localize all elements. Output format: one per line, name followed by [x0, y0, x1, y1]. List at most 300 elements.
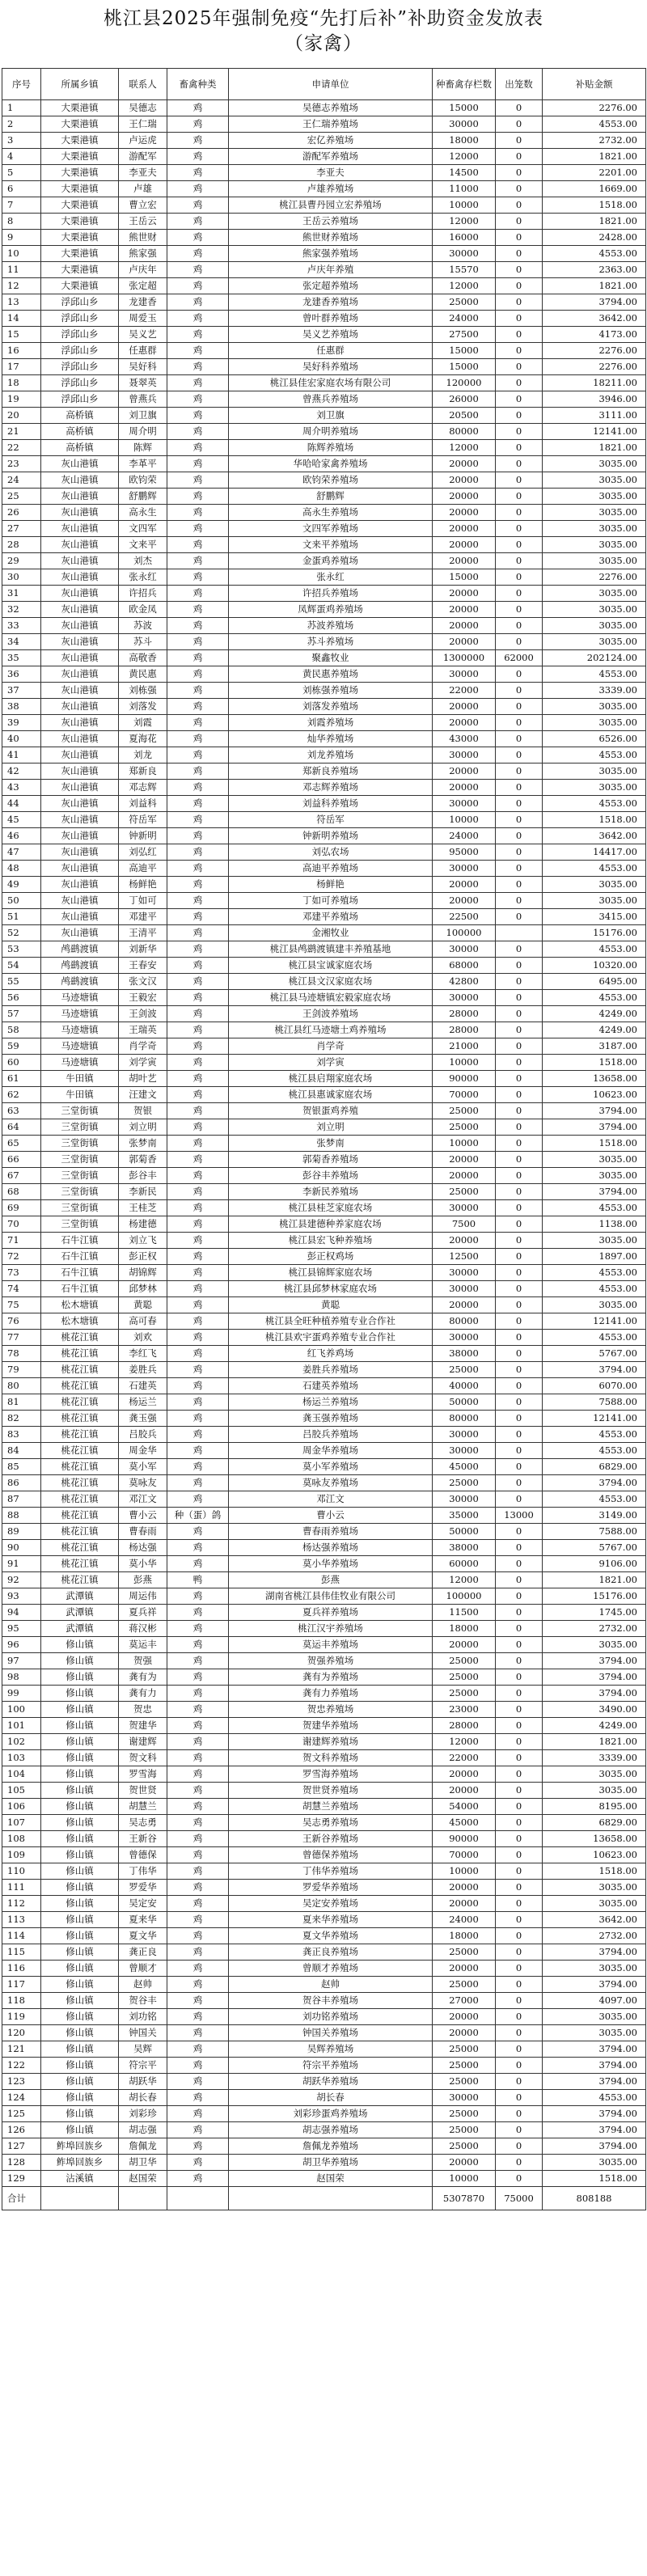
cell-contact: 李红飞: [119, 1346, 167, 1362]
cell-town: 修山镇: [41, 1912, 119, 1928]
cell-stock: 20000: [433, 877, 496, 893]
cell-stock: 30000: [433, 116, 496, 133]
cell-town: 灰山港镇: [41, 586, 119, 602]
cell-applicant: 莫小华养殖场: [229, 1556, 433, 1572]
table-row: [2, 1896, 646, 1912]
cell-no: 60: [2, 1055, 41, 1071]
cell-contact: 高可春: [119, 1313, 167, 1330]
cell-contact: 曾德保: [119, 1847, 167, 1863]
cell-species: 鸡: [167, 1847, 229, 1863]
header-stock: 种畜禽存栏数: [433, 69, 496, 100]
cell-no: 20: [2, 408, 41, 424]
cell-stock: 38000: [433, 1540, 496, 1556]
cell-out: 0: [496, 990, 543, 1006]
cell-no: 56: [2, 990, 41, 1006]
cell-stock: 20000: [433, 1880, 496, 1896]
cell-town: 牛田镇: [41, 1087, 119, 1103]
cell-no: 61: [2, 1071, 41, 1087]
table-header-row: [2, 69, 646, 100]
cell-stock: 30000: [433, 990, 496, 1006]
cell-amount: 3794.00: [543, 1103, 646, 1119]
cell-stock: 30000: [433, 1491, 496, 1508]
cell-amount: 3149.00: [543, 1508, 646, 1524]
cell-applicant: 钟国关养殖场: [229, 2025, 433, 2041]
cell-town: 三堂街镇: [41, 1119, 119, 1136]
cell-amount: 1821.00: [543, 214, 646, 230]
cell-amount: 4553.00: [543, 747, 646, 763]
cell-species: 鸡: [167, 1961, 229, 1977]
cell-town: 修山镇: [41, 1944, 119, 1961]
cell-species: 鸡: [167, 1346, 229, 1362]
cell-species: 鸡: [167, 262, 229, 278]
cell-species: 鸡: [167, 1184, 229, 1200]
cell-town: 桃花江镇: [41, 1508, 119, 1524]
table-row: [2, 1863, 646, 1880]
cell-no: 73: [2, 1265, 41, 1281]
cell-species: 鸡: [167, 941, 229, 958]
cell-out: 0: [496, 230, 543, 246]
cell-contact: 吴定安: [119, 1896, 167, 1912]
cell-stock: 80000: [433, 424, 496, 440]
cell-amount: 14417.00: [543, 844, 646, 861]
cell-out: 0: [496, 505, 543, 521]
cell-species: 鸡: [167, 1168, 229, 1184]
cell-out: 0: [496, 1281, 543, 1297]
cell-contact: 高敬香: [119, 650, 167, 666]
cell-stock: 10000: [433, 1055, 496, 1071]
table-row: [2, 1006, 646, 1022]
cell-no: 93: [2, 1588, 41, 1605]
cell-stock: 30000: [433, 246, 496, 262]
cell-out: 0: [496, 1022, 543, 1038]
cell-town: 灰山港镇: [41, 715, 119, 731]
cell-applicant: 贺文科养殖场: [229, 1750, 433, 1766]
cell-amount: 3794.00: [543, 2058, 646, 2074]
cell-stock: 20000: [433, 1297, 496, 1313]
cell-applicant: 符宗平养殖场: [229, 2058, 433, 2074]
cell-contact: 王瑞英: [119, 1022, 167, 1038]
cell-contact: 刘落发: [119, 699, 167, 715]
cell-amount: 1518.00: [543, 1055, 646, 1071]
cell-out: 0: [496, 2090, 543, 2106]
cell-no: 22: [2, 440, 41, 456]
cell-species: 鸡: [167, 1136, 229, 1152]
cell-stock: 25000: [433, 1944, 496, 1961]
cell-applicant: 桃江县宏飞种养殖场: [229, 1233, 433, 1249]
table-row: [2, 1588, 646, 1605]
cell-stock: 20000: [433, 489, 496, 505]
cell-species: 鸡: [167, 1734, 229, 1750]
cell-stock: 30000: [433, 1265, 496, 1281]
cell-out: 0: [496, 1815, 543, 1831]
cell-contact: 贺强: [119, 1653, 167, 1669]
cell-out: 13000: [496, 1508, 543, 1524]
page-title: [0, 6, 647, 57]
cell-amount: 3642.00: [543, 828, 646, 844]
cell-no: 108: [2, 1831, 41, 1847]
cell-no: 11: [2, 262, 41, 278]
table-row: [2, 116, 646, 133]
table-row: [2, 537, 646, 553]
cell-town: 修山镇: [41, 1977, 119, 1993]
cell-applicant: 赵帅: [229, 1977, 433, 1993]
cell-out: 0: [496, 278, 543, 294]
cell-species: 鸡: [167, 1815, 229, 1831]
cell-stock: 30000: [433, 796, 496, 812]
cell-contact: 卢雄: [119, 181, 167, 197]
cell-contact: 贺文科: [119, 1750, 167, 1766]
cell-out: 0: [496, 1653, 543, 1669]
cell-contact: 胡长春: [119, 2090, 167, 2106]
cell-species: 鸡: [167, 1443, 229, 1459]
cell-stock: 20000: [433, 1961, 496, 1977]
cell-no: 116: [2, 1961, 41, 1977]
cell-town: 桃花江镇: [41, 1346, 119, 1362]
cell-amount: 3794.00: [543, 1184, 646, 1200]
table-row: [2, 2138, 646, 2155]
cell-stock: 26000: [433, 391, 496, 408]
table-row: [2, 1702, 646, 1718]
cell-out: [496, 925, 543, 941]
cell-amount: 4553.00: [543, 2090, 646, 2106]
cell-amount: 3642.00: [543, 1912, 646, 1928]
cell-town: 高桥镇: [41, 424, 119, 440]
cell-amount: 3794.00: [543, 1686, 646, 1702]
cell-applicant: 桃江县锦辉家庭农场: [229, 1265, 433, 1281]
cell-stock: 10000: [433, 2171, 496, 2187]
cell-stock: 20000: [433, 505, 496, 521]
cell-amount: 3035.00: [543, 1297, 646, 1313]
cell-contact: 罗雪海: [119, 1766, 167, 1783]
table-row: [2, 1313, 646, 1330]
cell-out: 0: [496, 1136, 543, 1152]
table-row: [2, 812, 646, 828]
cell-stock: 25000: [433, 1119, 496, 1136]
table-row: [2, 343, 646, 359]
cell-town: 马迹塘镇: [41, 1022, 119, 1038]
cell-stock: 20000: [433, 893, 496, 909]
cell-applicant: 曾燕兵养殖场: [229, 391, 433, 408]
cell-applicant: 熊世财养殖场: [229, 230, 433, 246]
cell-stock: 12000: [433, 440, 496, 456]
cell-no: 3: [2, 133, 41, 149]
cell-out: 0: [496, 1912, 543, 1928]
cell-no: 92: [2, 1572, 41, 1588]
cell-applicant: 吴志勇养殖场: [229, 1815, 433, 1831]
cell-stock: 24000: [433, 1912, 496, 1928]
cell-applicant: 彭谷丰养殖场: [229, 1168, 433, 1184]
cell-out: 0: [496, 909, 543, 925]
cell-out: 0: [496, 861, 543, 877]
cell-no: 39: [2, 715, 41, 731]
cell-contact: 夏来华: [119, 1912, 167, 1928]
cell-stock: 70000: [433, 1087, 496, 1103]
cell-town: 大栗港镇: [41, 262, 119, 278]
table-row: [2, 1249, 646, 1265]
cell-no: 58: [2, 1022, 41, 1038]
table-row: [2, 375, 646, 391]
table-row: [2, 165, 646, 181]
cell-town: 牛田镇: [41, 1071, 119, 1087]
table-row: [2, 553, 646, 569]
table-row: [2, 1233, 646, 1249]
cell-out: 0: [496, 1362, 543, 1378]
cell-town: 大栗港镇: [41, 230, 119, 246]
cell-amount: 3794.00: [543, 1119, 646, 1136]
cell-town: 修山镇: [41, 1750, 119, 1766]
cell-applicant: 王新谷养殖场: [229, 1831, 433, 1847]
cell-contact: 舒鹏辉: [119, 489, 167, 505]
cell-species: 鸡: [167, 861, 229, 877]
cell-stock: 20000: [433, 602, 496, 618]
cell-contact: 聂翠英: [119, 375, 167, 391]
table-row: [2, 1216, 646, 1233]
cell-contact: 胡志强: [119, 2122, 167, 2138]
cell-town: 修山镇: [41, 1686, 119, 1702]
cell-species: 鸡: [167, 634, 229, 650]
table-row: [2, 1087, 646, 1103]
cell-amount: 2732.00: [543, 133, 646, 149]
cell-out: 0: [496, 262, 543, 278]
table-row: [2, 1637, 646, 1653]
cell-species: 鸡: [167, 165, 229, 181]
cell-contact: 刘功铭: [119, 2009, 167, 2025]
cell-applicant: 桃江县惠诚家庭农场: [229, 1087, 433, 1103]
cell-species: 鸡: [167, 1637, 229, 1653]
cell-applicant: 胡卫华养殖场: [229, 2155, 433, 2171]
cell-town: 修山镇: [41, 1637, 119, 1653]
cell-no: 8: [2, 214, 41, 230]
table-row: [2, 1427, 646, 1443]
cell-applicant: 桃江县建德种养家庭农场: [229, 1216, 433, 1233]
cell-out: 0: [496, 1572, 543, 1588]
cell-species: 鸡: [167, 602, 229, 618]
cell-stock: 28000: [433, 1006, 496, 1022]
cell-no: 42: [2, 763, 41, 780]
total-empty-cell: [229, 2187, 433, 2210]
cell-contact: 钟新明: [119, 828, 167, 844]
cell-no: 70: [2, 1216, 41, 1233]
cell-stock: 38000: [433, 1346, 496, 1362]
total-row: [2, 2187, 646, 2210]
cell-amount: 3794.00: [543, 1977, 646, 1993]
cell-applicant: 吕胶兵养殖场: [229, 1427, 433, 1443]
cell-amount: 1518.00: [543, 1136, 646, 1152]
table-row: [2, 1669, 646, 1686]
table-row: [2, 294, 646, 311]
cell-applicant: 桃江县宝诚家庭农场: [229, 958, 433, 974]
cell-applicant: 桃江县佳宏家庭农场有限公司: [229, 375, 433, 391]
cell-no: 94: [2, 1605, 41, 1621]
cell-species: 鸡: [167, 925, 229, 941]
table-row: [2, 424, 646, 440]
cell-amount: 3035.00: [543, 1168, 646, 1184]
cell-contact: 刘龙: [119, 747, 167, 763]
cell-stock: 20000: [433, 472, 496, 489]
cell-species: 鸡: [167, 958, 229, 974]
cell-no: 113: [2, 1912, 41, 1928]
table-row: [2, 1443, 646, 1459]
header-no: 序号: [2, 69, 41, 100]
cell-applicant: 龚有力养殖场: [229, 1686, 433, 1702]
header-amount: 补贴金额: [543, 69, 646, 100]
cell-stock: 28000: [433, 1022, 496, 1038]
cell-no: 40: [2, 731, 41, 747]
cell-stock: 20500: [433, 408, 496, 424]
cell-species: 鸡: [167, 666, 229, 683]
cell-species: 鸡: [167, 1103, 229, 1119]
cell-species: 鸡: [167, 618, 229, 634]
cell-applicant: 胡长春: [229, 2090, 433, 2106]
cell-no: 14: [2, 311, 41, 327]
table-row: [2, 1022, 646, 1038]
cell-species: 鸡: [167, 1006, 229, 1022]
cell-stock: 15570: [433, 262, 496, 278]
cell-town: 灰山港镇: [41, 747, 119, 763]
cell-contact: 符岳军: [119, 812, 167, 828]
cell-stock: 20000: [433, 715, 496, 731]
cell-applicant: 桃江县桂芝家庭农场: [229, 1200, 433, 1216]
cell-applicant: 詹佩龙养殖场: [229, 2138, 433, 2155]
total-amount: 808188: [543, 2187, 646, 2210]
total-empty-cell: [119, 2187, 167, 2210]
cell-no: 105: [2, 1783, 41, 1799]
cell-town: 鸬鹚渡镇: [41, 941, 119, 958]
cell-out: 0: [496, 1686, 543, 1702]
cell-out: 0: [496, 2106, 543, 2122]
cell-out: 0: [496, 181, 543, 197]
cell-applicant: 钟新明养殖场: [229, 828, 433, 844]
cell-town: 灰山港镇: [41, 893, 119, 909]
cell-contact: 肖学奇: [119, 1038, 167, 1055]
cell-town: 沾溪镇: [41, 2171, 119, 2187]
table-row: [2, 715, 646, 731]
cell-contact: 贺世贤: [119, 1783, 167, 1799]
cell-contact: 胡叶艺: [119, 1071, 167, 1087]
table-row: [2, 1653, 646, 1669]
cell-applicant: 曾德保养殖场: [229, 1847, 433, 1863]
cell-contact: 刘立明: [119, 1119, 167, 1136]
cell-stock: 20000: [433, 1233, 496, 1249]
cell-species: 鸡: [167, 1216, 229, 1233]
cell-amount: 3794.00: [543, 1669, 646, 1686]
table-row: [2, 1330, 646, 1346]
cell-stock: 18000: [433, 133, 496, 149]
cell-stock: 30000: [433, 747, 496, 763]
cell-amount: 4249.00: [543, 1718, 646, 1734]
cell-amount: 12141.00: [543, 424, 646, 440]
cell-out: 0: [496, 2138, 543, 2155]
cell-no: 12: [2, 278, 41, 294]
cell-town: 松木塘镇: [41, 1313, 119, 1330]
cell-applicant: 游配军养殖场: [229, 149, 433, 165]
cell-no: 103: [2, 1750, 41, 1766]
cell-stock: 20000: [433, 634, 496, 650]
table-row: [2, 1799, 646, 1815]
cell-amount: 3035.00: [543, 1766, 646, 1783]
cell-applicant: 贺世贤养殖场: [229, 1783, 433, 1799]
cell-no: 122: [2, 2058, 41, 2074]
cell-out: 0: [496, 2058, 543, 2074]
cell-contact: 龚玉强: [119, 1411, 167, 1427]
cell-contact: 贺谷丰: [119, 1993, 167, 2009]
cell-town: 修山镇: [41, 2122, 119, 2138]
cell-out: 0: [496, 537, 543, 553]
total-stock: 5307870: [433, 2187, 496, 2210]
cell-stock: 68000: [433, 958, 496, 974]
cell-town: 修山镇: [41, 1880, 119, 1896]
cell-contact: 刘卫旗: [119, 408, 167, 424]
table-row: [2, 780, 646, 796]
cell-town: 浮邱山乡: [41, 375, 119, 391]
cell-no: 55: [2, 974, 41, 990]
cell-stock: 16000: [433, 230, 496, 246]
cell-amount: 2428.00: [543, 230, 646, 246]
table-row: [2, 197, 646, 214]
cell-amount: 6829.00: [543, 1815, 646, 1831]
cell-stock: 25000: [433, 1184, 496, 1200]
cell-town: 武潭镇: [41, 1605, 119, 1621]
cell-contact: 陈辉: [119, 440, 167, 456]
cell-amount: 1518.00: [543, 197, 646, 214]
cell-stock: 11000: [433, 181, 496, 197]
cell-contact: 丁伟华: [119, 1863, 167, 1880]
cell-amount: 2732.00: [543, 1621, 646, 1637]
cell-contact: 李亚夫: [119, 165, 167, 181]
cell-species: 鸡: [167, 408, 229, 424]
cell-stock: 20000: [433, 521, 496, 537]
cell-species: 鸡: [167, 1233, 229, 1249]
cell-amount: 3035.00: [543, 634, 646, 650]
cell-no: 99: [2, 1686, 41, 1702]
cell-town: 三堂街镇: [41, 1200, 119, 1216]
cell-applicant: 姜胜兵养殖场: [229, 1362, 433, 1378]
table-row: [2, 456, 646, 472]
cell-out: 0: [496, 1491, 543, 1508]
cell-out: 0: [496, 877, 543, 893]
cell-contact: 张梦南: [119, 1136, 167, 1152]
table-row: [2, 747, 646, 763]
cell-out: 0: [496, 1766, 543, 1783]
cell-no: 109: [2, 1847, 41, 1863]
cell-amount: 7588.00: [543, 1394, 646, 1411]
table-row: [2, 2090, 646, 2106]
cell-town: 灰山港镇: [41, 472, 119, 489]
cell-amount: 4553.00: [543, 861, 646, 877]
cell-amount: 2201.00: [543, 165, 646, 181]
subsidy-table: [2, 68, 646, 2210]
cell-out: 0: [496, 828, 543, 844]
cell-applicant: 刘彩珍蛋鸡养殖场: [229, 2106, 433, 2122]
cell-applicant: 肖学奇: [229, 1038, 433, 1055]
table-row: [2, 1847, 646, 1863]
cell-town: 灰山港镇: [41, 683, 119, 699]
cell-contact: 龚有力: [119, 1686, 167, 1702]
table-row: [2, 2171, 646, 2187]
cell-contact: 莫小华: [119, 1556, 167, 1572]
cell-out: 0: [496, 666, 543, 683]
cell-no: 88: [2, 1508, 41, 1524]
cell-town: 修山镇: [41, 1718, 119, 1734]
cell-no: 127: [2, 2138, 41, 2155]
cell-stock: 10000: [433, 1136, 496, 1152]
cell-amount: 3035.00: [543, 1783, 646, 1799]
table-row: [2, 1734, 646, 1750]
cell-town: 修山镇: [41, 1702, 119, 1718]
cell-amount: 1821.00: [543, 440, 646, 456]
table-row: [2, 1103, 646, 1119]
table-row: [2, 974, 646, 990]
